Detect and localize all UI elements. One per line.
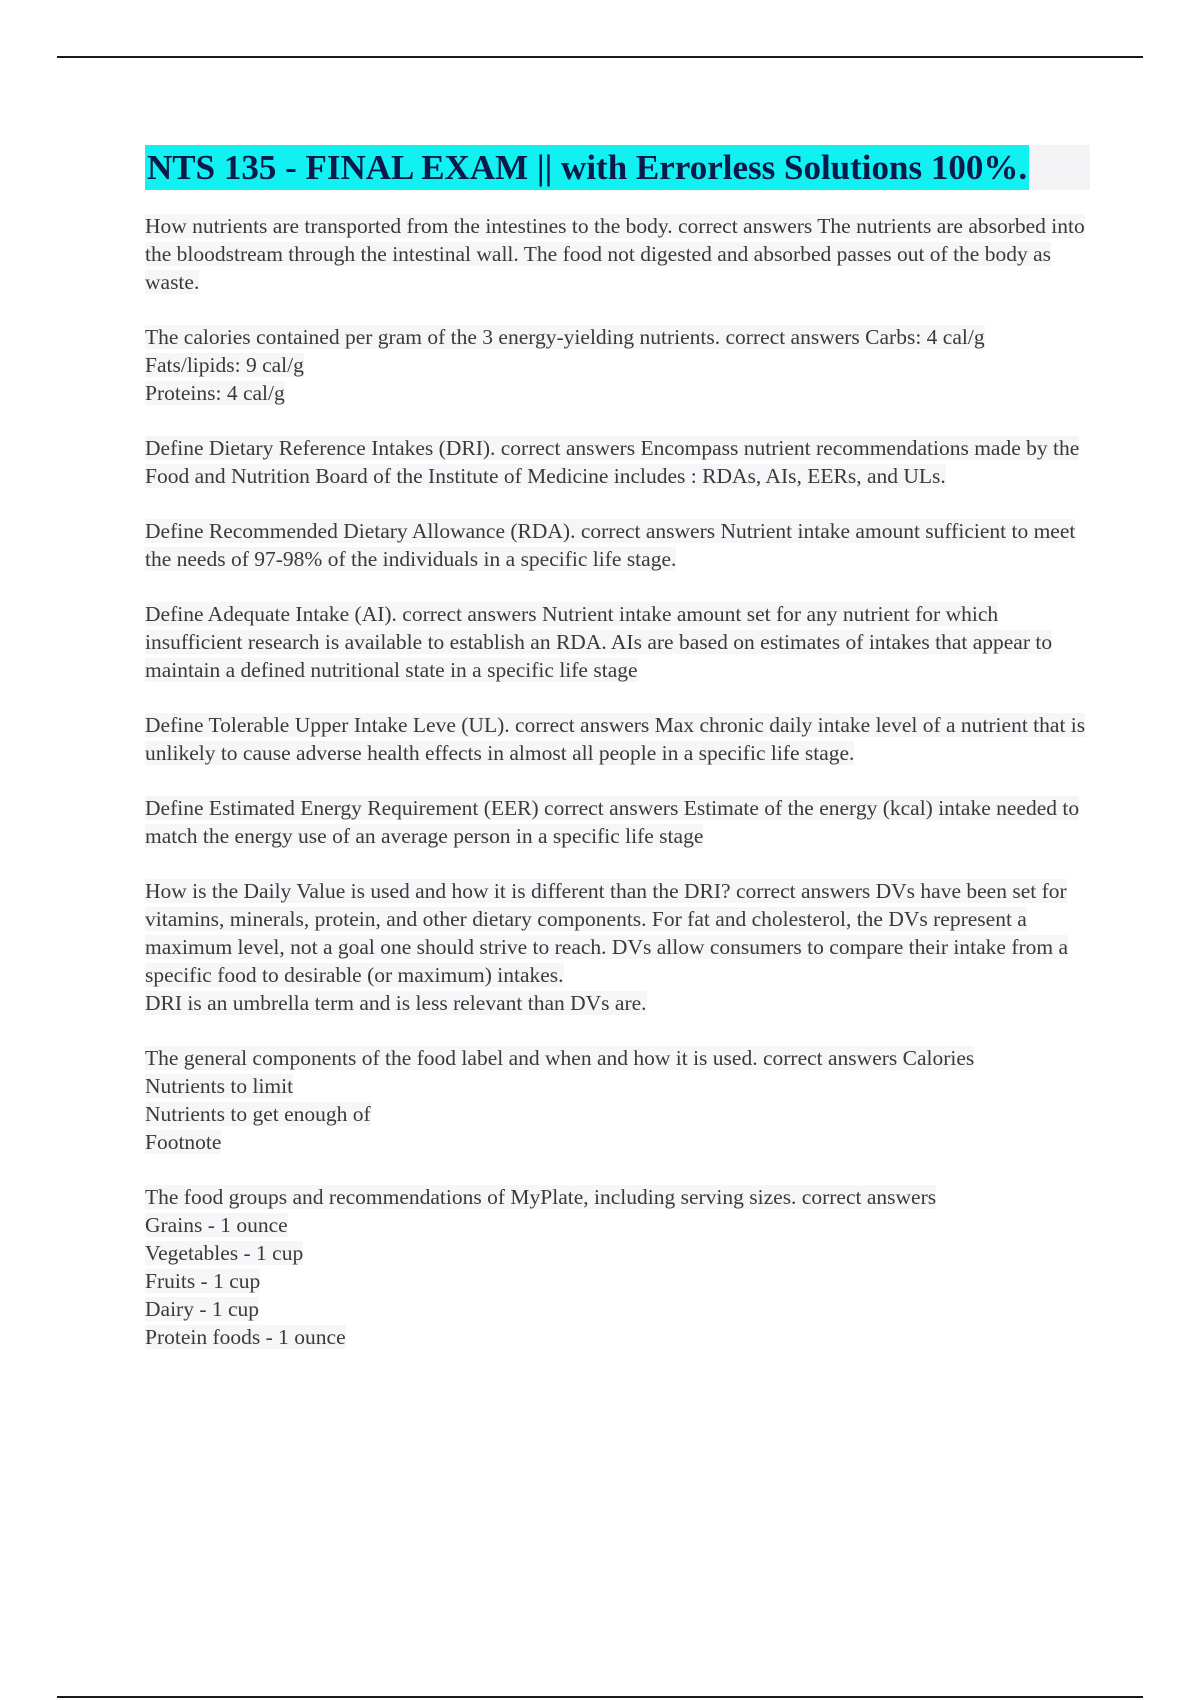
title-band <box>145 145 1090 190</box>
document-body <box>145 145 1090 1378</box>
top-rule <box>57 56 1143 58</box>
qa-entry <box>145 434 1090 490</box>
document-title: NTS 135 - FINAL EXAM || with Errorless Solutions 100%. <box>145 145 1029 190</box>
qa-text: Define Tolerable Upper Intake Leve (UL). correct answers Max chronic daily intake level of a nutrient that is unlikely to cause adverse health effects in almost all people in a specific life stage. <box>145 713 1086 765</box>
qa-entry <box>145 711 1090 767</box>
qa-text: Define Adequate Intake (AI). correct answers Nutrient intake amount set for any nutrient for which insufficient research is available to establish an RDA. AIs are based on estimates of intakes that appear to maintain a defined nutritional state in a specific life stage <box>145 602 1053 682</box>
qa-entry <box>145 212 1090 296</box>
qa-entry <box>145 877 1090 1017</box>
bottom-rule <box>57 1696 1143 1698</box>
qa-text: Define Dietary Reference Intakes (DRI). correct answers Encompass nutrient recommendations made by the Food and Nutrition Board of the Institute of Medicine includes : RDAs, AIs, EERs, and ULs. <box>145 436 1080 488</box>
qa-text: Define Estimated Energy Requirement (EER) correct answers Estimate of the energy (kcal) intake needed to match the energy use of an average person in a specific life stage <box>145 796 1080 848</box>
qa-entry <box>145 1183 1090 1351</box>
qa-entry <box>145 794 1090 850</box>
qa-text: The general components of the food label and when and how it is used. correct answers Calories Nutrients to limit Nutrients to get enough of Footnote <box>145 1046 975 1154</box>
qa-text: How is the Daily Value is used and how it is different than the DRI? correct answers DVs have been set for vitamins, minerals, protein, and other dietary components. For fat and cholesterol, the DVs represent a maximum level, not a goal one should strive to reach. DVs allow consumers to compare their intake from a specific food to desirable (or maximum) intakes. DRI is an umbrella term and is less relevant than DVs are. <box>145 879 1069 1015</box>
qa-entry <box>145 323 1090 407</box>
qa-entry <box>145 1044 1090 1156</box>
qa-text: The food groups and recommendations of MyPlate, including serving sizes. correct answers Grains - 1 ounce Vegetables - 1 cup Fruits - 1 cup Dairy - 1 cup Protein foods - 1 ounce <box>145 1185 937 1349</box>
qa-text: How nutrients are transported from the intestines to the body. correct answers The nutrients are absorbed into the bloodstream through the intestinal wall. The food not digested and absorbed passes out of the body as waste. <box>145 214 1085 294</box>
qa-entry <box>145 600 1090 684</box>
qa-entry <box>145 517 1090 573</box>
qa-text: Define Recommended Dietary Allowance (RDA). correct answers Nutrient intake amount sufficient to meet the needs of 97-98% of the individuals in a specific life stage. <box>145 519 1076 571</box>
qa-text: The calories contained per gram of the 3 energy-yielding nutrients. correct answers Carbs: 4 cal/g Fats/lipids: 9 cal/g Proteins: 4 cal/g <box>145 325 985 405</box>
